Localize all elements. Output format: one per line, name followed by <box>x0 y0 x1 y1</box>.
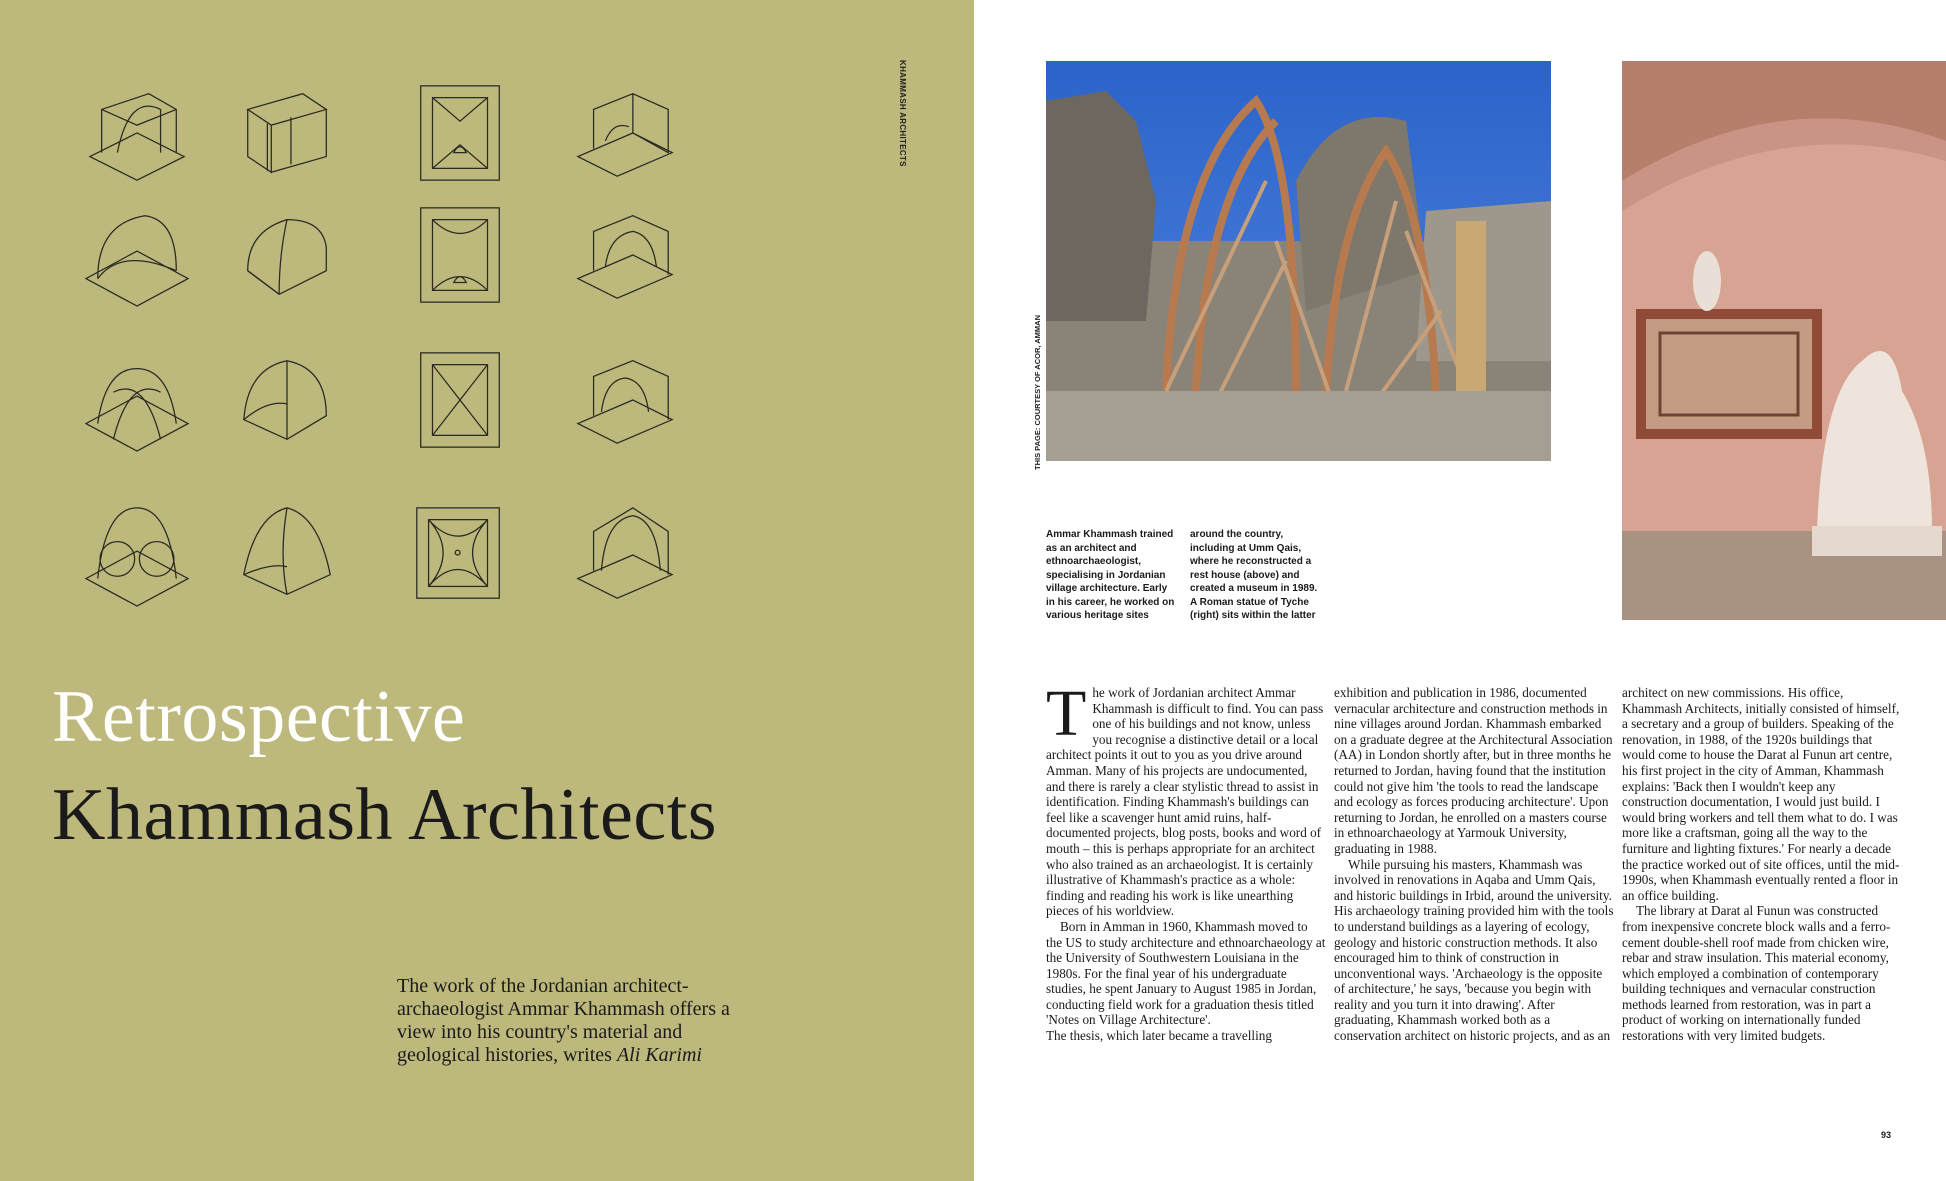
author-name: Ali Karimi <box>616 1044 702 1066</box>
vault-sketch-3 <box>395 78 525 188</box>
body-paragraph: architect on new commissions. His office, Khammash Architects, initially consisted of himself, a secretary and a group of builders. Speaking of the renovation, in 1988, of the 1920s buildings that would come to house the Darat al Funun art centre, his first project in the city of Amman, Khammash explains: 'Back then I wouldn't keep any construction documentation, I would just build. I would bring workers and tell them what to do. I was more like a craftsman, going all the way to the furniture and lighting fixtures.' For nearly a decade the practice worked out of site offices, until the mid-1990s, when Khammash eventually rented a floor in an office building. <box>1622 685 1900 903</box>
title-khammash-architects: Khammash Architects <box>52 774 718 856</box>
vault-sketch-8 <box>560 200 690 310</box>
body-paragraph: exhibition and publication in 1986, documented vernacular architecture and construction methods in nine villages around Jordan. Khammash embarked on a graduate degree at the Architectural Association (AA) in London shortly after, but in three months he returned to Jordan, having found that the institution could not give him 'the tools to read the landscape and ecology as forces producing architecture'. Upon returning to Jordan, he enrolled on a masters course in ethnoarchaeology at Yarmouk University, graduating in 1988. <box>1334 685 1613 856</box>
body-paragraph: he work of Jordanian architect Ammar Khammash is difficult to find. You can pass one of his buildings and not know, unless you recognise a distinctive detail or a local architect points it out to you as you drive around Amman. Many of his projects are undocumented, and there is rarely a clear stylistic thread to assist in identification. Finding Khammash's buildings can feel like a scavenger hunt amid ruins, half-documented projects, blog posts, books and word of mouth – this is perhaps appropriate for an architect who also trained as an archaeologist. It is certainly illustrative of Khammash's practice as a whole: finding and reading his work is like unearthing pieces of his worldview. <box>1046 685 1324 919</box>
caption-column-2: around the country, including at Umm Qais, where he reconstructed a rest house (above) and created a museum in 1989. A Roman statue of Tyche (right) sits within the latter <box>1190 529 1318 621</box>
vault-sketch-16 <box>560 500 690 610</box>
vault-sketch-6 <box>222 200 352 310</box>
vault-sketch-7 <box>395 200 525 310</box>
vault-sketch-15 <box>395 500 525 610</box>
body-column-3 <box>1622 685 1902 1044</box>
vault-sketch-11 <box>395 345 525 455</box>
standfirst <box>397 975 737 1067</box>
vault-sketch-4 <box>560 78 690 188</box>
vault-sketch-5 <box>72 200 202 310</box>
body-paragraph: While pursuing his masters, Khammash was involved in renovations in Aqaba and Umm Qais, and historic buildings in Irbid, around the university. His archaeology training provided him with the tools to understand buildings as a layering of ecology, geology and historic construction methods. It also encouraged him to think of construction in unconventional ways. 'Archaeology is the opposite of architecture,' he says, 'because you begin with reality and you turn it into drawing'. After graduating, Khammash worked both as a conservation architect on historic projects, and as an <box>1334 856 1614 1044</box>
vault-sketch-14 <box>222 500 352 610</box>
section-label: KHAMMASH ARCHITECTS <box>898 60 907 167</box>
page-number: 93 <box>1881 1130 1892 1140</box>
vault-sketch-12 <box>560 345 690 455</box>
body-paragraph: The library at Darat al Funun was constructed from inexpensive concrete block walls and a ferro-cement double-shell roof made from chicken wire, rebar and straw insulation. This material economy, which employed a combination of contemporary building techniques and vernacular construction methods learned from restoration, was in part a product of working on internationally funded restorations with very limited budgets. <box>1622 903 1891 1044</box>
tyche-statue-photo <box>1622 61 1946 620</box>
vault-sketch-1 <box>72 78 202 188</box>
photo-credit: THIS PAGE: COURTESY OF ACOR, AMMAN <box>1033 314 1042 470</box>
body-paragraph: Born in Amman in 1960, Khammash moved to the US to study architecture and ethnoarchaeology at the University of Southwestern Louisiana in the 1980s. For the final year of his undergraduate studies, he spent January to August 1985 in Jordan, conducting field work for a graduation thesis titled 'Notes on Village Architecture'. <box>1046 918 1326 1028</box>
caption-column-1: Ammar Khammash trained as an architect and ethnoarchaeologist, specialising in Jordanian village architecture. Early in his career, he worked on various heritage sites <box>1046 529 1175 621</box>
rest-house-photo <box>1046 61 1551 461</box>
title-retrospective: Retrospective <box>52 676 466 758</box>
vault-sketch-2 <box>222 78 352 188</box>
body-paragraph: The thesis, which later became a travelling <box>1046 1028 1272 1044</box>
body-column-1 <box>1046 677 1326 1044</box>
body-column-2 <box>1334 685 1614 1044</box>
vault-sketch-10 <box>222 345 352 455</box>
drop-cap: T <box>1046 677 1087 750</box>
standfirst-text: The work of the Jordanian architect-archaeologist Ammar Khammash offers a view into his country's material and geological histories, writes <box>397 975 730 1066</box>
vault-sketch-13 <box>72 500 202 610</box>
vault-sketch-9 <box>72 345 202 455</box>
